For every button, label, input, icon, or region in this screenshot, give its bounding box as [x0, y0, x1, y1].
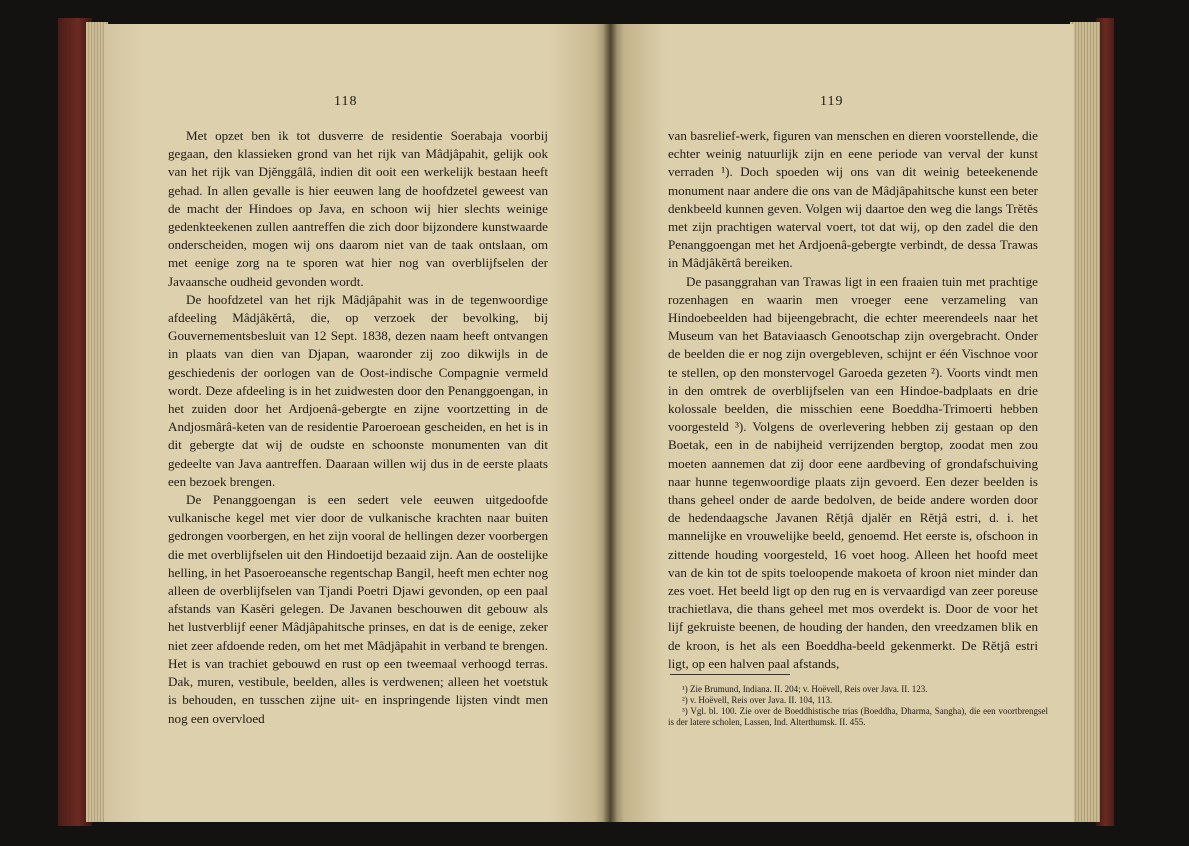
footnote-rule	[670, 674, 790, 675]
paragraph: van basrelief-werk, figuren van menschen en dieren voorstellende, die echter weinig natuurlijk zijn en eene periode van verval der kunst verraden ¹). Doch spoeden wij ons van dit weinig beteekenende monument naar andere die ons van de Mâdjâpahitsche kunst een beter denkbeeld kunnen geven. Volgen wij daartoe den weg die langs Trĕtĕs met zijn prachtigen waterval voert, tot dat wij, op den zadel die den Penanggoengan met het Ardjoenâ-gebergte verbindt, de dessa Trawas in Mâdjâkĕrtâ bereiken.	[668, 128, 1038, 271]
right-page	[610, 24, 1074, 822]
left-page	[104, 24, 610, 822]
page-edges-right	[1070, 22, 1100, 822]
footnote: ²) v. Hoëvell, Reis over Java. II. 104, 113.	[682, 695, 833, 705]
page-number-left: 118	[334, 94, 358, 109]
left-page-body	[168, 127, 548, 728]
paragraph: De pasanggrahan van Trawas ligt in een fraaien tuin met prachtige rozenhagen en waarin men vroeger eene verzameling van Hindoebeelden had bijeengebracht, die echter meerendeels naar het Museum van het Bataviaasch Genootschap zijn overgebracht. Onder de beelden die er nog zijn overgebleven, schijnt er één Vischnoe voor te stellen, op den monstervogel Garoeda gezeten ²). Voorts vindt men in den omtrek de overblijfselen van een Hindoe-badplaats en drie kolossale beelden, die misschien eene Boeddha-Trimoerti hebben voorgesteld ³). Volgens de overlevering hebben zij gestaan op den Boetak, een in de nabijheid verrijzenden bergtop, zoodat men zou moeten aannemen dat zij door eene aardbeving of grondafschuiving naar hunne tegenwoordige plaats zijn gevoerd. Een dezer beelden is thans geheel onder de aarde bedolven, de beide andere worden door de hedendaagsche Javanen Rĕtjâ djalĕr en Rĕtjâ estri, d. i. het mannelijke en vrouwelijke beeld, genoemd. Het eerste is, ofschoon in zittende houding voorgesteld, 16 voet hoog. Alleen het hoofd meet van de kin tot de spits toeloopende makoeta of kroon niet minder dan zes voet. Het beeld ligt op den rug en is vervaardigd van zeer poreuse trachietlava, die thans geheel met mos overdekt is. Door de voor het lijf gekruiste beenen, de houding der handen, den vreedzamen blik en de kroon, is het als een Boeddha-beeld gekenmerkt. De Rĕtjâ estri ligt, op een halven paal afstands,	[668, 273, 1038, 671]
footnotes	[668, 684, 1048, 728]
page-number-right: 119	[820, 94, 844, 109]
right-page-body	[668, 127, 1038, 673]
paragraph: De Penanggoengan is een sedert vele eeuwen uitgedoofde vulkanische kegel met vier door de vulkanische krachten naar buiten gedrongen voorbergen, en het zijn vooral de hellingen dezer voorbergen die met overblijfselen uit den Hindoetijd bezaaid zijn. Aan de oostelijke helling, in het Pasoeroeansche regentschap Bangil, heeft men echter nog alleen de overblijfselen van Tjandi Poetri Djawi gevonden, op een paal afstands van Kasĕri gelegen. De Javanen beschouwen dit gebouw als het lustverblijf eener Mâdjâpahitsche prinses, en dat is de eenige, zeker niet zeer afdoende reden, om het met Mâdjâpahit in verband te brengen. Het is van trachiet gebouwd en rust op een tweemaal verhoogd terras. Dak, muren, vestibule, beelden, alles is verdwenen; alleen het voetstuk is behouden, en tusschen zijne uit- en inspringende lijsten vindt men nog een overvloed	[168, 492, 548, 726]
paragraph: Met opzet ben ik tot dusverre de residentie Soerabaja voorbij gegaan, den klassieken grond van het rijk van Mâdjâpahit, gelijk ook van het rijk van Djĕnggâlâ, indien dit ooit een werkelijk bestaan heeft gehad. In allen gevalle is hier eeuwen lang de hoofdzetel geweest van de macht der Hindoes op Java, en schoon wij hier slechts weinige gedenkteekenen zullen aantreffen die zich door bijzondere kunstwaarde onderscheiden, mogen wij ons daarom niet van de taak ontslaan, om met eenige zorg na te sporen wat hier nog van overblijfselen der Javaansche oudheid gevonden wordt.	[168, 128, 548, 289]
footnote: ³) Vgl. bl. 100. Zie over de Boeddhistische trias (Boeddha, Dharma, Sangha), die een voortbrengsel is der latere scholen, Lassen, Ind. Alterthumsk. II. 455.	[668, 706, 1048, 727]
paragraph: De hoofdzetel van het rijk Mâdjâpahit was in de tegenwoordige afdeeling Mâdjâkĕrtâ, die, op verzoek der bevolking, bij Gouvernementsbesluit van 12 Sept. 1838, dezen naam heeft ontvangen in plaats van dien van Djapan, waaronder zij zoo dikwijls in de geschiedenis der oorlogen van de Oost-indische Compagnie vermeld wordt. Deze afdeeling is in het zuidwesten door den Penanggoengan, in het zuiden door het Ardjoenâ-gebergte en zijne voortzetting in de Andjosmârâ-keten van de residentie Paroeroean gescheiden, en het is in dit gebergte dat wij de oudste en schoonste monumenten van dit gedeelte van Java aantreffen. Daaraan willen wij dus in de eerste plaats een bezoek brengen.	[168, 291, 548, 489]
book-gutter	[603, 24, 617, 822]
footnote: ¹) Zie Brumund, Indiana. II. 204; v. Hoëvell, Reis over Java. II. 123.	[682, 684, 928, 694]
